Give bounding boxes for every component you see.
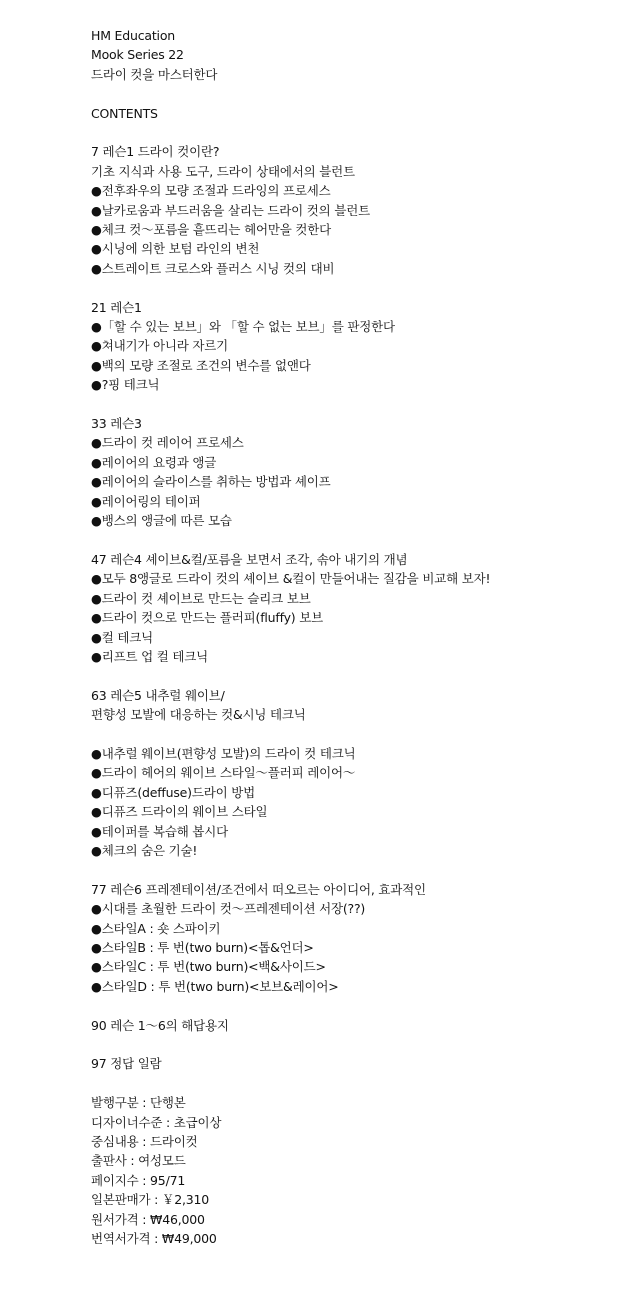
spacer bbox=[91, 1035, 621, 1054]
spacer bbox=[91, 1074, 621, 1093]
section-line: ●스타일C : 투 번(two burn)<백&사이드> bbox=[91, 959, 326, 975]
publisher-name: HM Education bbox=[91, 28, 175, 43]
contents-section-lesson2 bbox=[91, 298, 621, 395]
section-line: ●레이어의 요령과 앵글 bbox=[91, 454, 217, 470]
section-heading: 33 레슨3 bbox=[91, 416, 142, 432]
detail-publication-type: 발행구분 : 단행본 bbox=[91, 1095, 186, 1111]
section-line: ●뱅스의 앵글에 따른 모습 bbox=[91, 513, 232, 529]
section-heading: 47 레슨4 셰이브&컬/포름을 보면서 조각, 솎아 내기의 개념 bbox=[91, 551, 408, 567]
spacer bbox=[91, 666, 621, 685]
detail-main-content: 중심내용 : 드라이컷 bbox=[91, 1133, 198, 1149]
section-line: ●날카로움과 부드러움을 살리는 드라이 컷의 블런트 bbox=[91, 202, 370, 218]
section-line: ●시닝에 의한 보텀 라인의 변천 bbox=[91, 241, 260, 257]
detail-publisher: 출판사 : 여성모드 bbox=[91, 1153, 186, 1169]
contents-section-lesson6 bbox=[91, 880, 621, 996]
detail-translation-price: 번역서가격 : ₩49,000 bbox=[91, 1231, 217, 1247]
contents-section-answer-sheet bbox=[91, 1016, 621, 1035]
section-line: ●체크 컷～포름을 흩뜨리는 헤어만을 컷한다 bbox=[91, 222, 331, 238]
series-name: Mook Series 22 bbox=[91, 47, 184, 63]
section-line: ●스타일B : 투 번(two burn)<톱&언더> bbox=[91, 939, 314, 955]
detail-designer-level: 디자이너수준 : 초급이상 bbox=[91, 1114, 222, 1130]
section-line: ●스타일D : 투 번(two burn)<보브&레이어> bbox=[91, 978, 339, 994]
contents-section-lesson3 bbox=[91, 414, 621, 530]
detail-japan-price: 일본판매가 : ￥2,310 bbox=[91, 1192, 210, 1208]
section-line: ●레이어링의 테이퍼 bbox=[91, 493, 201, 509]
spacer bbox=[91, 996, 621, 1015]
section-line: ●체크의 숨은 기술! bbox=[91, 842, 198, 858]
detail-page-count: 페이지수 : 95/71 bbox=[91, 1172, 186, 1188]
section-line: ●?핑 테크닉 bbox=[91, 377, 160, 393]
section-line: ●컬 테크닉 bbox=[91, 629, 153, 645]
contents-section-lesson1 bbox=[91, 142, 621, 278]
book-title: 드라이 컷을 마스터한다 bbox=[91, 66, 218, 82]
spacer bbox=[91, 278, 621, 297]
section-heading: 77 레슨6 프레젠테이션/조건에서 떠오르는 아이디어, 효과적인 bbox=[91, 881, 426, 897]
contents-section-answers bbox=[91, 1054, 621, 1073]
section-line bbox=[91, 725, 621, 744]
section-line: ●스트레이트 크로스와 플러스 시닝 컷의 대비 bbox=[91, 260, 335, 276]
section-line: ●백의 모량 조절로 조건의 변수를 없앤다 bbox=[91, 357, 311, 373]
spacer bbox=[91, 84, 621, 103]
section-heading: 97 정답 일람 bbox=[91, 1056, 162, 1072]
spacer bbox=[91, 860, 621, 879]
section-line: ●드라이 컷 레이어 프로세스 bbox=[91, 435, 244, 451]
spacer bbox=[91, 395, 621, 414]
section-heading: 7 레슨1 드라이 컷이란? bbox=[91, 144, 220, 160]
section-line: 기초 지식과 사용 도구, 드라이 상태에서의 블런트 bbox=[91, 163, 355, 179]
spacer bbox=[91, 531, 621, 550]
section-line: ●테이퍼를 복습해 봅시다 bbox=[91, 823, 229, 839]
section-heading: 90 레슨 1～6의 해답용지 bbox=[91, 1017, 229, 1033]
section-heading: 63 레슨5 내추럴 웨이브/ bbox=[91, 687, 225, 703]
document-body bbox=[91, 26, 621, 1248]
section-line: ●스타일A : 숏 스파이키 bbox=[91, 920, 221, 936]
section-line: ●내추럴 웨이브(편향성 모발)의 드라이 컷 테크닉 bbox=[91, 745, 356, 761]
contents-label: CONTENTS bbox=[91, 105, 158, 121]
contents-section-lesson5 bbox=[91, 686, 621, 861]
section-line: ●쳐내기가 아니라 자르기 bbox=[91, 338, 229, 354]
book-details bbox=[91, 1093, 621, 1248]
detail-original-price: 원서가격 : ₩46,000 bbox=[91, 1211, 205, 1227]
section-line: ●전후좌우의 모량 조절과 드라잉의 프로세스 bbox=[91, 183, 331, 199]
section-line: ●레이어의 슬라이스를 취하는 방법과 셰이프 bbox=[91, 474, 331, 490]
section-line: ●드라이 컷 셰이브로 만드는 슬리크 보브 bbox=[91, 590, 311, 606]
section-line: ●드라이 헤어의 웨이브 스타일～플러피 레이어～ bbox=[91, 765, 356, 781]
section-line: ●시대를 초월한 드라이 컷～프레젠테이션 서장(??) bbox=[91, 901, 366, 917]
contents-section-lesson4 bbox=[91, 550, 621, 666]
section-line: ●디퓨즈 드라이의 웨이브 스타일 bbox=[91, 804, 268, 820]
section-heading: 21 레슨1 bbox=[91, 299, 142, 315]
section-line: ●리프트 업 컬 테크닉 bbox=[91, 648, 209, 664]
section-line: ●드라이 컷으로 만드는 플러피(fluffy) 보브 bbox=[91, 610, 323, 626]
section-line: ●디퓨즈(deffuse)드라이 방법 bbox=[91, 784, 255, 800]
spacer bbox=[91, 123, 621, 142]
section-heading-continued: 편향성 모발에 대응하는 컷&시닝 테크닉 bbox=[91, 707, 306, 723]
section-line: ●「할 수 있는 보브」와 「할 수 없는 보브」를 판정한다 bbox=[91, 319, 395, 335]
book-header bbox=[91, 26, 621, 84]
section-line: ●모두 8앵글로 드라이 컷의 셰이브 &컬이 만들어내는 질감을 비교해 보자! bbox=[91, 571, 491, 587]
